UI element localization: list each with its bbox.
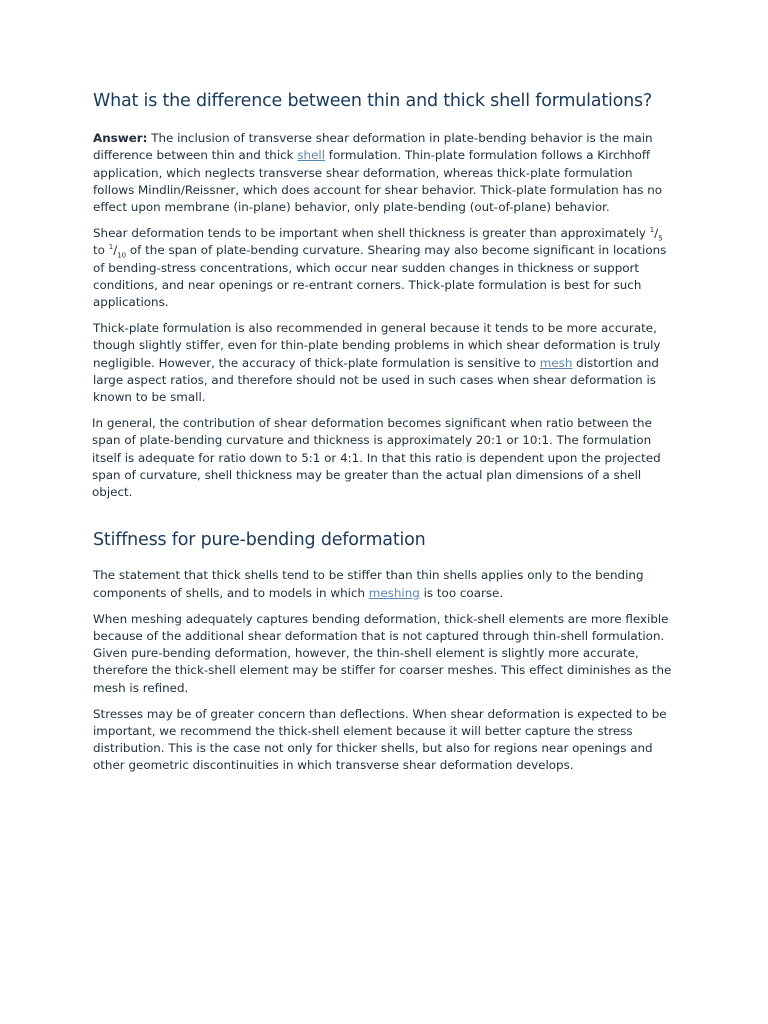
shear-text-2: of the span of plate-bending curvature. Shearing may also become significant in locations of bending-stress concentrations, which occur near sudden changes in thickness or support conditions, and near openings or re-entrant corners. Thick-plate formulation is best for such applications. xyxy=(93,243,667,310)
fraction-one-tenth: $^1/_{10}$ xyxy=(108,243,127,260)
stiffer-statement-paragraph xyxy=(93,567,675,602)
shell-link[interactable]: shell xyxy=(297,148,325,163)
answer-label: Answer: xyxy=(93,131,148,145)
document-page xyxy=(93,88,675,783)
fraction-numerator: 1 xyxy=(108,243,114,252)
shear-importance-paragraph xyxy=(93,225,675,311)
answer-text-2: formulation. Thin-plate formulation follows a Kirchhoff application, which neglects transverse shear deformation, whereas thick-plate formulation follows Mindlin/Reissner, which does account for shear behavior. Thick-plate formulation has no effect upon membrane (in-plane) behavior, only plate-bending (out-of-plane) behavior. xyxy=(93,148,663,215)
stiffer-text-2: is too coarse. xyxy=(419,585,504,600)
thick-plate-recommendation-paragraph xyxy=(93,320,675,406)
stresses-paragraph: Stresses may be of greater concern than deflections. When shear deformation is expected to be important, we recommend the thick-shell element because it will better capture the stress distribution. This is the case not only for thicker shells, but also for regions near openings and other geometric discontinuities in which transverse shear deformation develops. xyxy=(93,706,667,773)
fraction-denominator: 5 xyxy=(658,234,663,243)
fraction-one-fifth: $^1/_5$ xyxy=(649,225,663,243)
meshing-paragraph: When meshing adequately captures bending deformation, thick-shell elements are more flexible because of the additional shear deformation that is not captured through thin-shell formulation. Given pure-bending deformation, however, the thin-shell element is slightly more accurate, therefore the thick-shell element may be stiffer for coarser meshes. This effect diminishes as the mesh is refined. xyxy=(93,611,672,695)
answer-text-1: The inclusion of transverse shear deformation in plate-bending behavior is the main difference between thin and thick xyxy=(93,131,653,163)
fraction-numerator: 1 xyxy=(649,226,655,235)
meshing-link[interactable]: meshing xyxy=(368,585,420,600)
mesh-link[interactable]: mesh xyxy=(539,355,573,370)
section-title-thin-thick: What is the difference between thin and thick shell formulations? xyxy=(93,91,653,111)
answer-paragraph xyxy=(93,130,675,216)
ratio-paragraph: In general, the contribution of shear deformation becomes significant when ratio between the span of plate-bending curvature and thickness is approximately 20:1 or 10:1. The formulation itself is adequate for ratio down to 5:1 or 4:1. In that this ratio is dependent upon the projected span of curvature, shell thickness may be greater than the actual plan dimensions of a shell object. xyxy=(92,415,661,500)
fraction-denominator: 10 xyxy=(117,251,127,260)
stiffer-text-1: The statement that thick shells tend to be stiffer than thin shells applies only to the bending components of shells, and to models in which xyxy=(93,568,644,600)
recommendation-text-2: distortion and large aspect ratios, and therefore should not be used in such cases when shear deformation is known to be small. xyxy=(93,355,659,405)
shear-text-mid: to xyxy=(93,243,109,258)
shear-text-1: Shear deformation tends to be important when shell thickness is greater than approximately xyxy=(93,225,650,240)
recommendation-text-1: Thick-plate formulation is also recommended in general because it tends to be more accurate, though slightly stiffer, even for thin-plate bending problems in which shear deformation is truly negligible. However, the accuracy of thick-plate formulation is sensitive to xyxy=(93,320,661,370)
section-title-stiffness: Stiffness for pure-bending deformation xyxy=(93,530,426,551)
